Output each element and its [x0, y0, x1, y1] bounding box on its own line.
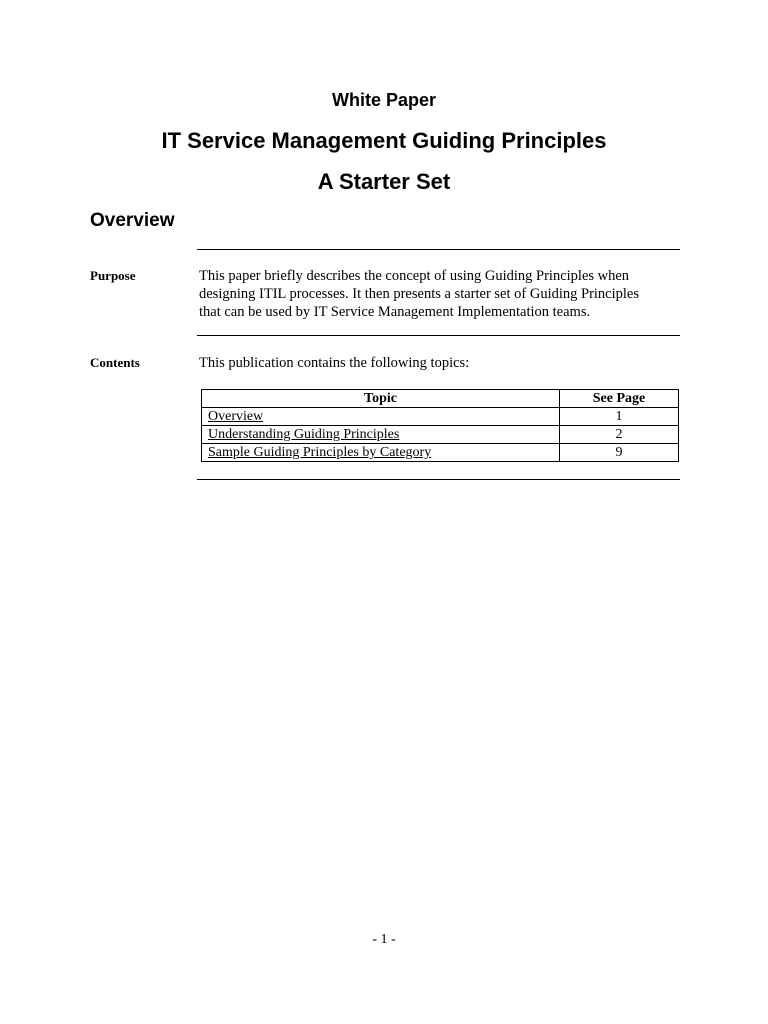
purpose-line: This paper briefly describes the concept of using Guiding Principles when — [199, 268, 630, 284]
topic-link-sample-guiding-principles[interactable]: Sample Guiding Principles by Category — [202, 444, 560, 462]
contents-label: Contents — [90, 355, 140, 370]
page-cell: 9 — [560, 444, 679, 462]
section-heading-overview: Overview — [90, 210, 175, 231]
contents-table — [201, 389, 679, 462]
divider-bottom — [197, 479, 680, 480]
purpose-line: that can be used by IT Service Management Implementation teams. — [199, 304, 591, 320]
document-type-label: White Paper — [331, 90, 437, 110]
column-header-see-page: See Page — [560, 390, 679, 408]
table-header-row — [202, 390, 679, 408]
topic-link-understanding-guiding-principles[interactable]: Understanding Guiding Principles — [202, 426, 560, 444]
topic-link-overview[interactable]: Overview — [202, 408, 560, 426]
page-cell: 2 — [560, 426, 679, 444]
table-row — [202, 426, 679, 444]
column-header-topic: Topic — [202, 390, 560, 408]
table-row — [202, 408, 679, 426]
page-number: - 1 - — [372, 932, 396, 947]
purpose-label: Purpose — [90, 268, 136, 283]
divider-top — [197, 249, 680, 250]
document-title: IT Service Management Guiding Principles — [161, 128, 607, 153]
contents-intro: This publication contains the following topics: — [199, 355, 470, 371]
purpose-text — [199, 267, 679, 321]
divider-middle — [197, 335, 680, 336]
document-subtitle: A Starter Set — [317, 169, 451, 194]
page-cell: 1 — [560, 408, 679, 426]
table-row — [202, 444, 679, 462]
purpose-line: designing ITIL processes. It then presents a starter set of Guiding Principles — [199, 286, 639, 302]
